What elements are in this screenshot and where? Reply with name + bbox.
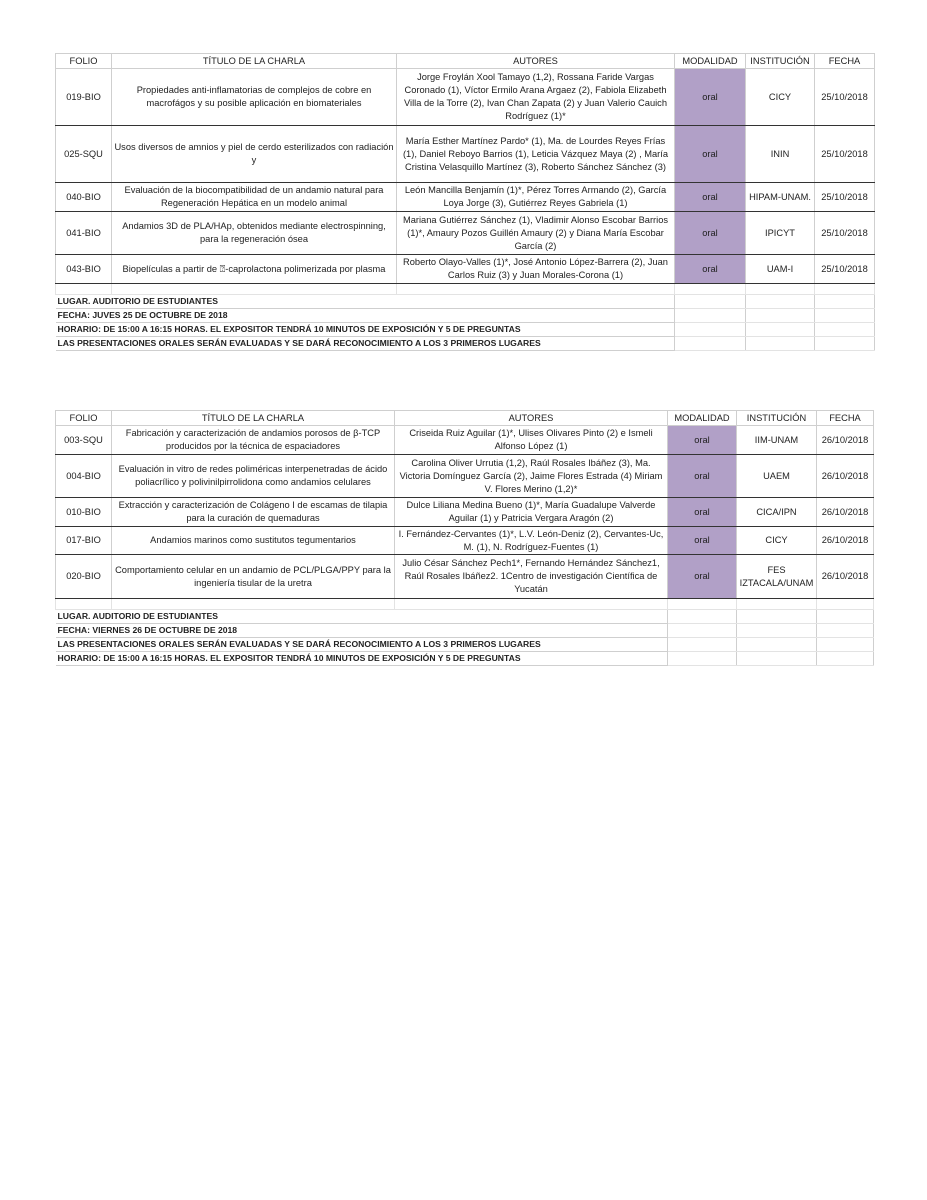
cell-institucion: UAM-I bbox=[746, 255, 815, 284]
table-row bbox=[56, 255, 875, 284]
cell-folio: 003-SQU bbox=[56, 426, 112, 455]
cell-autores: Mariana Gutiérrez Sánchez (1), Vladimir Alonso Escobar Barrios (1)*, Amaury Pozos Guillén Amaury (2) y Diana María Escobar García (2) bbox=[397, 212, 675, 255]
cell-titulo: Usos diversos de amnios y piel de cerdo esterilizados con radiación y bbox=[112, 126, 397, 183]
cell-folio: 004-BIO bbox=[56, 455, 112, 498]
table-row bbox=[56, 183, 875, 212]
table-header-row bbox=[56, 411, 874, 426]
note-horario: HORARIO: DE 15:00 A 16:15 HORAS. EL EXPOSITOR TENDRÁ 10 MINUTOS DE EXPOSICIÓN Y 5 DE PREGUNTAS bbox=[56, 652, 668, 666]
cell-modalidad: oral bbox=[668, 498, 737, 527]
cell-folio: 010-BIO bbox=[56, 498, 112, 527]
spacer-row bbox=[56, 284, 875, 295]
cell-titulo: Biopelículas a partir de ⍰-caprolactona polimerizada por plasma bbox=[112, 255, 397, 284]
cell-institucion: HIPAM-UNAM. bbox=[746, 183, 815, 212]
note-row bbox=[56, 295, 875, 309]
table-header-row bbox=[56, 54, 875, 69]
cell-folio: 017-BIO bbox=[56, 527, 112, 555]
cell-folio: 020-BIO bbox=[56, 555, 112, 599]
cell-autores: Julio César Sánchez Pech1*, Fernando Hernández Sánchez1, Raúl Rosales Ibáñez2. 1Centro de investigación Científica de Yucatán bbox=[395, 555, 668, 599]
cell-fecha: 26/10/2018 bbox=[817, 426, 874, 455]
cell-titulo: Fabricación y caracterización de andamios porosos de β-TCP producidos por la técnica de espaciadores bbox=[112, 426, 395, 455]
cell-institucion: IIM-UNAM bbox=[737, 426, 817, 455]
cell-fecha: 26/10/2018 bbox=[817, 527, 874, 555]
cell-institucion: UAEM bbox=[737, 455, 817, 498]
note-row bbox=[56, 323, 875, 337]
header-autores: AUTORES bbox=[397, 54, 675, 69]
spacer-row bbox=[56, 599, 874, 610]
cell-folio: 019-BIO bbox=[56, 69, 112, 126]
table-row bbox=[56, 498, 874, 527]
note-evaluacion: LAS PRESENTACIONES ORALES SERÁN EVALUADAS Y SE DARÁ RECONOCIMIENTO A LOS 3 PRIMEROS LUGARES bbox=[56, 638, 668, 652]
cell-titulo: Extracción y caracterización de Colágeno I de escamas de tilapia para la curación de quemaduras bbox=[112, 498, 395, 527]
schedule-table-25-oct bbox=[55, 53, 875, 351]
header-institucion: INSTITUCIÓN bbox=[737, 411, 817, 426]
cell-modalidad: oral bbox=[668, 527, 737, 555]
cell-modalidad: oral bbox=[668, 426, 737, 455]
cell-institucion: FES IZTACALA/UNAM bbox=[737, 555, 817, 599]
cell-fecha: 26/10/2018 bbox=[817, 455, 874, 498]
cell-titulo: Comportamiento celular en un andamio de PCL/PLGA/PPY para la ingeniería tisular de la uretra bbox=[112, 555, 395, 599]
note-row bbox=[56, 624, 874, 638]
cell-folio: 043-BIO bbox=[56, 255, 112, 284]
cell-titulo: Evaluación de la biocompatibilidad de un andamio natural para Regeneración Hepática en un modelo animal bbox=[112, 183, 397, 212]
header-fecha: FECHA bbox=[817, 411, 874, 426]
header-folio: FOLIO bbox=[56, 54, 112, 69]
cell-autores: Roberto Olayo-Valles (1)*, José Antonio López-Barrera (2), Juan Carlos Ruiz (3) y Juan Morales-Corona (1) bbox=[397, 255, 675, 284]
table-row bbox=[56, 212, 875, 255]
cell-modalidad: oral bbox=[668, 455, 737, 498]
note-fecha: FECHA: JUVES 25 DE OCTUBRE DE 2018 bbox=[56, 309, 675, 323]
table-row bbox=[56, 555, 874, 599]
cell-modalidad: oral bbox=[675, 69, 746, 126]
cell-autores: León Mancilla Benjamín (1)*, Pérez Torres Armando (2), García Loya Jorge (3), Gutiérrez Reyes Gabriela (1) bbox=[397, 183, 675, 212]
table-row bbox=[56, 527, 874, 555]
cell-institucion: ININ bbox=[746, 126, 815, 183]
cell-modalidad: oral bbox=[675, 126, 746, 183]
header-titulo: TÍTULO DE LA CHARLA bbox=[112, 411, 395, 426]
cell-folio: 041-BIO bbox=[56, 212, 112, 255]
cell-autores: Carolina Oliver Urrutia (1,2), Raúl Rosales Ibáñez (3), Ma. Victoria Domínguez García (2), Jaime Flores Estrada (4) Miriam V. Flores Merino (1,2)* bbox=[395, 455, 668, 498]
cell-titulo: Propiedades anti-inflamatorias de complejos de cobre en macrofágos y su posible aplicación en biomateriales bbox=[112, 69, 397, 126]
table-row bbox=[56, 126, 875, 183]
header-modalidad: MODALIDAD bbox=[675, 54, 746, 69]
cell-modalidad: oral bbox=[675, 212, 746, 255]
note-lugar: LUGAR. AUDITORIO DE ESTUDIANTES bbox=[56, 295, 675, 309]
note-lugar: LUGAR. AUDITORIO DE ESTUDIANTES bbox=[56, 610, 668, 624]
cell-fecha: 25/10/2018 bbox=[815, 69, 875, 126]
table-row bbox=[56, 455, 874, 498]
table-row bbox=[56, 69, 875, 126]
header-autores: AUTORES bbox=[395, 411, 668, 426]
header-titulo: TÍTULO DE LA CHARLA bbox=[112, 54, 397, 69]
cell-autores: María Esther Martínez Pardo* (1), Ma. de Lourdes Reyes Frías (1), Daniel Reboyo Barrios (1), Leticia Vázquez Maya (2) , María Cristina Velasquillo Martínez (3), Roberto Sánchez Sánchez (3) bbox=[397, 126, 675, 183]
cell-fecha: 25/10/2018 bbox=[815, 255, 875, 284]
cell-autores: Criseida Ruiz Aguilar (1)*, Ulises Olivares Pinto (2) e Ismeli Alfonso López (1) bbox=[395, 426, 668, 455]
cell-autores: Jorge Froylán Xool Tamayo (1,2), Rossana Faride Vargas Coronado (1), Víctor Ermilo Arana Argaez (2), Fabiola Elizabeth Villa de la Torre (2), Ivan Chan Zapata (2) y Juan Valerio Cauich Rodríguez (1)* bbox=[397, 69, 675, 126]
cell-folio: 025-SQU bbox=[56, 126, 112, 183]
cell-fecha: 26/10/2018 bbox=[817, 555, 874, 599]
note-row bbox=[56, 337, 875, 351]
cell-institucion: CICA/IPN bbox=[737, 498, 817, 527]
cell-modalidad: oral bbox=[668, 555, 737, 599]
note-evaluacion: LAS PRESENTACIONES ORALES SERÁN EVALUADAS Y SE DARÁ RECONOCIMIENTO A LOS 3 PRIMEROS LUGARES bbox=[56, 337, 675, 351]
cell-fecha: 25/10/2018 bbox=[815, 212, 875, 255]
cell-autores: Dulce Liliana Medina Bueno (1)*, María Guadalupe Valverde Aguilar (1) y Patricia Vergara Aragón (2) bbox=[395, 498, 668, 527]
cell-fecha: 25/10/2018 bbox=[815, 126, 875, 183]
note-horario: HORARIO: DE 15:00 A 16:15 HORAS. EL EXPOSITOR TENDRÁ 10 MINUTOS DE EXPOSICIÓN Y 5 DE PREGUNTAS bbox=[56, 323, 675, 337]
note-row bbox=[56, 309, 875, 323]
header-fecha: FECHA bbox=[815, 54, 875, 69]
cell-folio: 040-BIO bbox=[56, 183, 112, 212]
cell-titulo: Andamios 3D de PLA/HAp, obtenidos mediante electrospinning, para la regeneración ósea bbox=[112, 212, 397, 255]
header-modalidad: MODALIDAD bbox=[668, 411, 737, 426]
cell-titulo: Andamios marinos como sustitutos tegumentarios bbox=[112, 527, 395, 555]
cell-fecha: 26/10/2018 bbox=[817, 498, 874, 527]
cell-modalidad: oral bbox=[675, 255, 746, 284]
cell-modalidad: oral bbox=[675, 183, 746, 212]
note-fecha: FECHA: VIERNES 26 DE OCTUBRE DE 2018 bbox=[56, 624, 668, 638]
note-row bbox=[56, 638, 874, 652]
cell-institucion: CICY bbox=[737, 527, 817, 555]
cell-fecha: 25/10/2018 bbox=[815, 183, 875, 212]
cell-titulo: Evaluación in vitro de redes poliméricas interpenetradas de ácido poliacrílico y polivinilpirrolidona como andamios celulares bbox=[112, 455, 395, 498]
schedule-table-26-oct bbox=[55, 410, 874, 666]
header-folio: FOLIO bbox=[56, 411, 112, 426]
cell-institucion: IPICYT bbox=[746, 212, 815, 255]
cell-institucion: CICY bbox=[746, 69, 815, 126]
cell-autores: I. Fernández-Cervantes (1)*, L.V. León-Deniz (2), Cervantes-Uc, M. (1), N. Rodríguez-Fuentes (1) bbox=[395, 527, 668, 555]
table-row bbox=[56, 426, 874, 455]
note-row bbox=[56, 610, 874, 624]
note-row bbox=[56, 652, 874, 666]
header-institucion: INSTITUCIÓN bbox=[746, 54, 815, 69]
